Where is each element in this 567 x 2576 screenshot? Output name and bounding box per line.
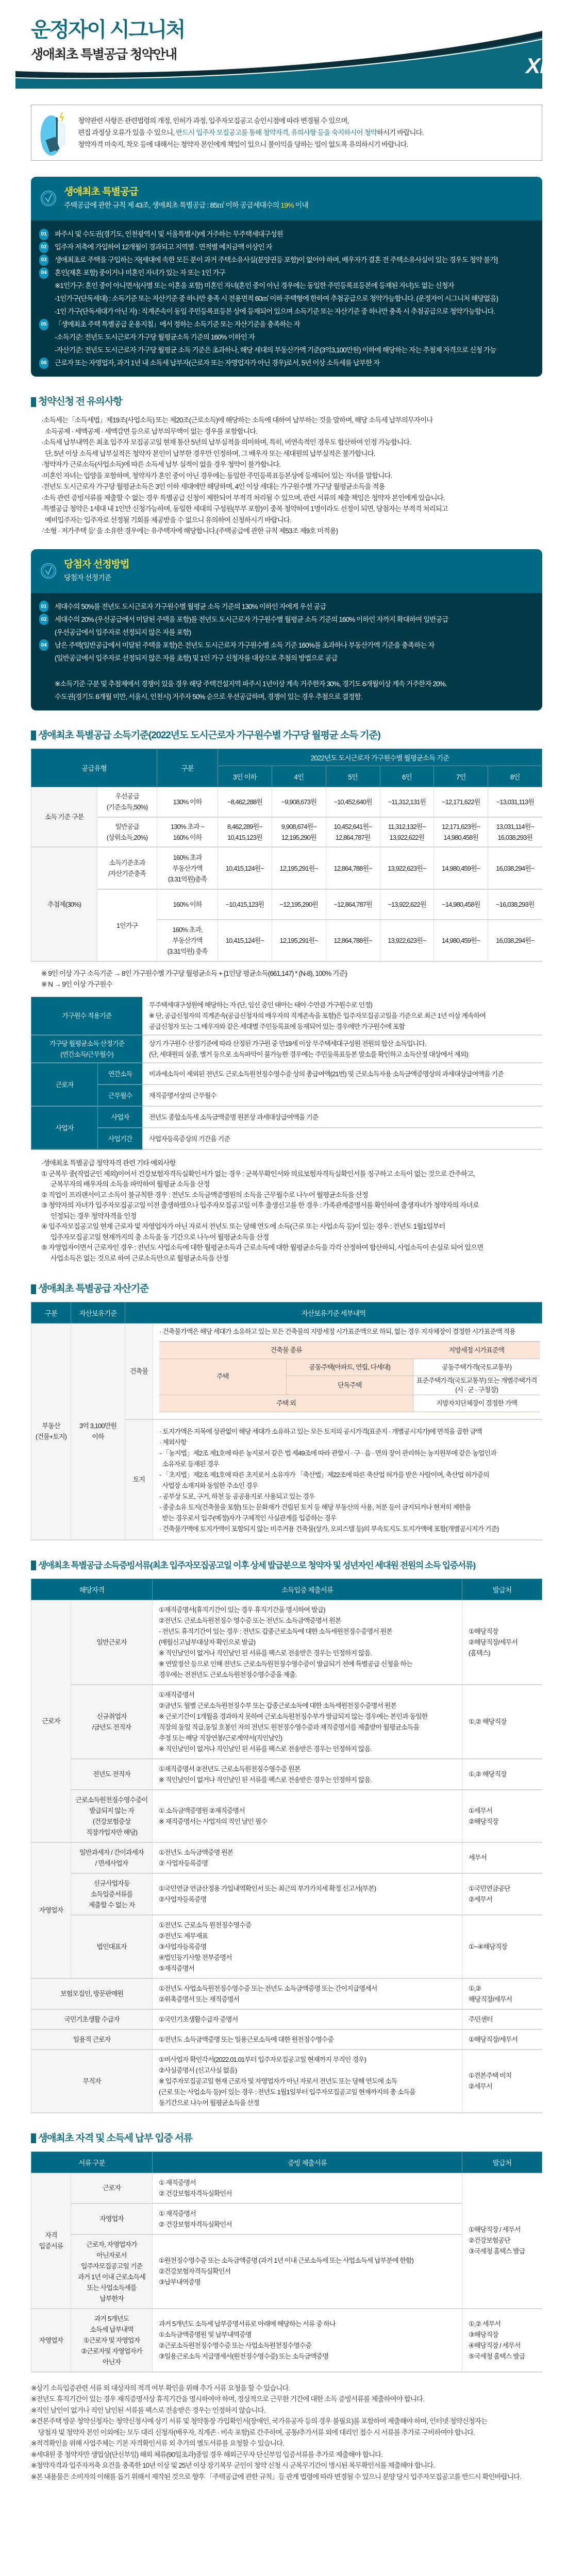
land-line: 소유자로 등재된 경우 bbox=[159, 1460, 219, 1468]
column-header: 해당자격 bbox=[31, 1579, 153, 1600]
issuer-cell: ①,② 해당직장 bbox=[462, 1759, 542, 1790]
income-value: ~9,908,673원 bbox=[272, 787, 326, 817]
box-subtitle: 당첨자 선정기준 bbox=[64, 573, 111, 582]
inner-cell: 주택 bbox=[159, 1359, 286, 1395]
tax-documents-table bbox=[31, 2151, 542, 2372]
section-heading bbox=[31, 1282, 567, 1296]
income-value: ~13,031,113원 bbox=[488, 787, 542, 817]
income-value: ~12,171,622원 bbox=[434, 787, 488, 817]
row-label: 보험모집인, 방문판매원 bbox=[31, 1978, 153, 2009]
column-header: 구분 bbox=[31, 1302, 71, 1324]
income-value: 12,195,291원~ bbox=[272, 920, 326, 961]
list-item bbox=[39, 600, 532, 613]
issuer-cell: ①견본주택 비치 ②세무서 bbox=[462, 2049, 542, 2113]
section-title: 생애최초 특별공급 자산기준 bbox=[38, 1283, 149, 1294]
income-value: ~12,864,787원 bbox=[326, 889, 380, 920]
income-value: 9,908,674원~ 12,195,290원 bbox=[272, 817, 326, 847]
page-subtitle: 생애최초 특별공급 청약안내 bbox=[31, 47, 177, 62]
exceptions-list bbox=[41, 1158, 542, 1264]
item-text: 남은 주택(일반공급에서 미달된 주택을 포함)은 전년도 도시근로자 가구원수별 소득 기준 160%를 초과하나 부동산가액 기준을 충족하는 자 bbox=[55, 641, 435, 649]
selection-list bbox=[31, 593, 542, 710]
documents-cell: ①재직증명서(휴직기간이 있는 경우 휴직기간을 명시하여 발급) ②전년도 근로소득원천징수 영수증 또는 전년도 소득금액증명서 원본 - 전년도 휴직기간이 있는 경우 : 전년도 갑종근로소득에 대한 소득세원천징수증명서 원본 (매월신고납부대상자 확인으로 발급) ※ 직인날인이 없거나 직인날인 된 서류를 팩스로 전송받은 경우는 인정하지 않음. ※ 연말정산 등으로 인해 전년도 근로소득원천징수영수증이 발급되기 전에 특별공급 신청을 하는 경우에는 전전년도 근로소득원천징수영수증을 제출. bbox=[153, 1600, 462, 1685]
text-line: 예비입주자는 입주자로 선정될 기회를 제공받을 수 없으니 유의하여 신청하시기 바랍니다. bbox=[45, 516, 291, 524]
notice-text: 하시기 바랍니다. bbox=[376, 129, 424, 137]
table-row bbox=[31, 1759, 542, 1790]
column-header: 5인 bbox=[326, 766, 380, 787]
text-line: 단, 5년 이상 소득세 납부실적은 청약자 본인이 납부한 경우만 인정하며, 그 배우자 또는 세대원의 납부실적은 불가합니다. bbox=[45, 449, 375, 457]
land-detail bbox=[153, 1419, 542, 1540]
item-subtext: -1인 가구(단독세대가 아닌 자) : 직계존속이 동일 주민등록표등본 상에 등재되어 있으며 소득기준 또는 자산기준 중 하나만 충족 시 추첨공급으로 청약가능합니다. bbox=[55, 308, 495, 315]
box-subtitle-text: 이내 bbox=[293, 201, 308, 209]
issuer-cell: ①,② 해당직장 bbox=[462, 1685, 542, 1759]
item-text: 세대수의 20% (우선공급에서 미달된 주택을 포함)를 전년도 도시근로자 가구원수별 월평균 소득 기준의 160% 이하인 자까지 확대하여 일반공급 bbox=[55, 615, 448, 623]
income-value: 10,452,641원~ 12,864,787원 bbox=[326, 817, 380, 847]
row-label: 일반근로자 bbox=[71, 1600, 153, 1685]
table-row bbox=[31, 847, 542, 889]
box-note: 수도권(경기도 6개월 미만, 서울시, 인천시) 거주자 50% 순으로 우선공급하며, 경쟁이 있는 경우 추첨으로 결정함. bbox=[55, 692, 362, 701]
text-line: ① 군복무 중(직업군인 제외)이어서 건강보험자격득실확인서가 없는 경우 : 군복무확인서와 의료보험자격득실확인서를 징구하고 소득이 없는 것으로 간주하고, bbox=[41, 1170, 475, 1178]
item-number: 06 bbox=[39, 358, 48, 369]
income-value: ~11,312,131원 bbox=[380, 787, 434, 817]
header-banner bbox=[0, 0, 567, 89]
documents-cell: ① 소득금액증명원 ②재직증명서 ※ 재직증명서는 사업자의 직인 날인 필수 bbox=[153, 1790, 462, 1842]
table-row bbox=[31, 2173, 542, 2204]
issuer-cell: ①해당직장/세무서 bbox=[462, 2029, 542, 2049]
column-header: 구분 bbox=[157, 749, 218, 787]
income-value: ~12,195,290원 bbox=[272, 889, 326, 920]
first-time-supply-box bbox=[31, 177, 542, 377]
issuer-cell: 세무서 bbox=[462, 1842, 542, 1873]
box-header bbox=[31, 549, 542, 593]
row-text: 사업자등록증상의 기간을 기준 bbox=[143, 1128, 542, 1149]
issuer-cell: ①세무서 ②해당직장 bbox=[462, 1790, 542, 1842]
criterion-cell: 130% 초과 ~ 160% 이하 bbox=[157, 817, 218, 847]
table-row bbox=[31, 1600, 542, 1685]
item-number: 04 bbox=[39, 267, 48, 279]
income-value: 13,031,114원~ 16,038,293원 bbox=[488, 817, 542, 847]
row-group: 사업자 bbox=[31, 1106, 98, 1149]
column-header: 자산보유기준 bbox=[71, 1302, 125, 1324]
item-subtext: -자산기준: 전년도 도시근로자 가구당 월평균 소득 기준은 초과하나, 해당 세대의 부동산가액 기준(3억3,100만원) 이하에 해당하는 자는 추첨제 자격으로 신청 가능 bbox=[55, 346, 496, 354]
income-value: 8,462,289원~ 10,415,123원 bbox=[218, 817, 272, 847]
income-value: 11,312,132원~ 13,922,622원 bbox=[380, 817, 434, 847]
building-detail bbox=[153, 1324, 542, 1419]
table-row bbox=[31, 1790, 542, 1842]
row-group: 근로자 bbox=[31, 1600, 71, 1842]
issuer-cell: ①해당직장 / 세무서 ②건강보험공단 ③국세청 홈택스 발급 bbox=[462, 2173, 542, 2309]
row-label: 근로자, 자영업자가 아닌자로서 입주자모집공고일 기준 과거 1년 이내 근로소득세 또는 사업소득세를 납부한자 bbox=[71, 2234, 153, 2309]
inner-cell: 공동주택가격(국토교통부) bbox=[413, 1359, 540, 1376]
list-item bbox=[39, 639, 532, 652]
row-label: 자영업자 bbox=[71, 2204, 153, 2234]
box-subtitle bbox=[64, 199, 308, 211]
list-item bbox=[39, 266, 532, 279]
text-line: ④ 입주자모집공고일 현재 근로자 및 자영업자가 아닌 자로서 전년도 또는 당해 연도에 소득(근로 또는 사업소득 등)이 있는 경우 : 전년도 1월1일부터 bbox=[41, 1223, 445, 1230]
land-line: · 토지가액은 지목에 상관없이 해당 세대가 소유하고 있는 모든 토지의 공시가격(표준지 · 개별공시지가)에 면적을 곱한 금액 bbox=[159, 1427, 482, 1435]
asset-criteria-table bbox=[31, 1302, 542, 1540]
income-documents-table bbox=[31, 1579, 542, 2113]
item-text: 혼인(재혼 포함) 중이거나 미혼인 자녀가 있는 자 또는 1인 가구 bbox=[55, 269, 225, 277]
land-line: 받는 경우로서 입주(예정)자가 구체적인 사실관계를 입증하는 경우 bbox=[159, 1514, 337, 1522]
item-text: 세대수의 50%를 전년도 도시근로자 가구원수별 월평균 소득 기준의 130% 이하인 자에게 우선 공급 bbox=[55, 602, 326, 611]
issuer-cell: ①,② 세무서 ③해당직장 ④해당직장 / 세무서 ⑤국세청 홈택스 발급 bbox=[462, 2309, 542, 2372]
row-text: 상기 가구원수 산정기준에 따라 산정된 가구원 중 만19세 이상 무주택세대구성원 전원의 합산 소득입니다. (단, 세대원의 실종, 별거 등으로 소득파악이 불가능한 경우에는 주민등록표등본 말소를 확인하고 소득산정 대상에서 제외) bbox=[143, 1035, 542, 1063]
row-label: 국민기초생활 수급자 bbox=[31, 2009, 153, 2029]
row-label: 신규사업자등 소득입증서류를 제출할 수 없는 자 bbox=[71, 1873, 153, 1915]
documents-cell: ①재직증명서 ②전년도 근로소득원천징수영수증 원본 ※ 직인날인이 없거나 직인날인 된 서류를 팩스로 전송받은 경우는 인정하지 않음. bbox=[153, 1759, 462, 1790]
notice-line: 청약관련 사항은 관련법령의 개정, 인허가 과정, 입주자모집공고 승인시점에 따라 변경될 수 있으며, bbox=[78, 117, 349, 125]
box-header bbox=[31, 177, 542, 221]
row-text: 무주택세대구성원에 해당하는 자 (단, 임신 중인 태아는 태아 수만큼 가구원수로 인정) ※ 단, 공급신청자의 직계존속(공급신청자의 배우자의 직계존속을 포함)은 입주자모집공고일을 기준으로 최근 1년 이상 계속하여 공급신청자 또는 그 배우자와 같은 세대별 주민등록표에 등재되어 있는 경우에만 가구원수에 포함 bbox=[143, 997, 542, 1035]
list-item bbox=[39, 318, 532, 331]
land-line: - 공부상 도로, 구거, 하천 등 공공용지로 사용되고 있는 경우 bbox=[159, 1492, 315, 1500]
notice-box bbox=[31, 105, 542, 161]
section-heading bbox=[31, 395, 567, 409]
row-group: 자영업자 bbox=[31, 1842, 71, 1978]
table-row bbox=[31, 1324, 542, 1419]
column-header: 서류 구분 bbox=[31, 2151, 153, 2173]
text-line: ·'소형 · 저가주택 등' 을 소유한 경우에는 유주택자에 해당합니다.(주택공급에 관한 규칙 제53조 제9호 미적용) bbox=[41, 527, 338, 535]
documents-cell: ① 재직증명서 ② 건강보험자격득실확인서 bbox=[153, 2173, 462, 2204]
income-value: ~10,452,640원 bbox=[326, 787, 380, 817]
text-line: ·전년도 도시근로자 가구당 월평균소득은 3인 이하 세대에만 해당하며, 4인 이상 세대는 가구원수별 가구당 월평균소득을 적용 bbox=[41, 483, 385, 490]
item-subtext: -1인가구(단독세대) : 소득기준 또는 자산기준 중 하나만 충족 시 전용면적 60㎡ 이하 주택형에 한하여 추첨공급으로 청약가능합니다. (운정자이 시그니처 해당없음) bbox=[55, 295, 498, 302]
column-header: 소득입증 제출서류 bbox=[153, 1579, 462, 1600]
section-heading bbox=[31, 2132, 567, 2145]
item-text: 생애최초로 주택을 구입하는 자[세대에 속한 모든 분이 과거 주택소유사실(분양권등 포함)이 없어야 하며, 배우자가 결혼 전 주택소유사실이 있는 경우도 청약 불가] bbox=[55, 256, 498, 264]
income-value: 12,171,623원~ 14,980,458원 bbox=[434, 817, 488, 847]
text-line: ·생애최초 특별공급 청약자격 관련 기타 예외사항 bbox=[41, 1159, 176, 1167]
row-subgroup: 소득기준초과 /자산기준충족 bbox=[97, 847, 157, 889]
documents-cell: ①전년도 소득금액증명 원본 ② 사업자등록증명 bbox=[153, 1842, 462, 1873]
row-label: 신규취업자 /금년도 전직자 bbox=[71, 1685, 153, 1759]
documents-cell: ①원천징수영수증 또는 소득금액증명 (과거 1년 이내 근로소득세 또는 사업소득세 납부분에 한함) ②건강보험자격득실확인서 ③납부내역증명 bbox=[153, 2234, 462, 2309]
table-row bbox=[31, 1128, 543, 1149]
section-title: 생애최초 특별공급 소득증빙서류(최초 입주자모집공고일 이후 상세 발급분으로 청약자 및 성년자인 세대원 전원의 소득 입증서류) bbox=[38, 1560, 475, 1570]
income-value: 12,864,788원~ bbox=[326, 847, 380, 889]
income-value: 12,864,788원~ bbox=[326, 920, 380, 961]
documents-cell: ①재직증명서 ②금년도 월별 근로소득원천징수부 또는 갑종근로소득에 대한 소득세원천징수증명서 원본 ※ 근로기간이 1개월을 경과하지 못하여 근로소득원천징수부가 발급되지 않는 경우에는 본인과 동일한 직장의 동일 직급,동일 호봉인 자의 전년도 원천징수영수증과 재직증명서를 제출받아 월평균소득을 추정 또는 해당 직장연봉/근로계약서(직인날인) ※ 직인날인이 없거나 직인날인 된 서류를 팩스로 전송받은 경우는 인정하지 않음. bbox=[153, 1685, 462, 1759]
documents-cell: ①국민기초생활수급자 증명서 bbox=[153, 2009, 462, 2029]
table-row bbox=[31, 2029, 542, 2049]
documents-cell: ①비사업자 확인각서(2022.01.01부터 입주자모집공고일 현재까지 무직인 경우) ②사실증명서 (신고사실 없음) ※ 입주자모집공고일 현재 근로자 및 자영업자가 아닌 자로서 전년도 또는 당해 연도에 소득 (근로 또는 사업소득 등)이 있는 경우 : 전년도 1월1일부터 입주자모집공고일 현재까지의 총 소득을 동기간으로 나누어 월평균소득을 산정 bbox=[153, 2049, 462, 2113]
table-row bbox=[31, 889, 542, 920]
building-note: · 건축물가액은 해당 세대가 소유하고 있는 모든 건축물의 지방세정 시가표준액으로 하되, 없는 경우 지자체장이 결정한 시가표준액 적용 bbox=[159, 1328, 515, 1335]
issuer-cell: ①,② 해당직장/세무서 bbox=[462, 1978, 542, 2009]
list-item bbox=[39, 241, 532, 253]
table-row bbox=[31, 787, 542, 817]
text-line: ·특별공급 청약은 1세대 내 1인만 신청가능하며, 동일한 세대의 구성원(부부 포함)이 중복 청약하여 1명이라도 선정이 되면, 당첨자는 부적격 처리되고 bbox=[41, 505, 448, 513]
megaphone-icon bbox=[40, 110, 71, 156]
income-value: 14,980,459원~ bbox=[434, 847, 488, 889]
item-number: 01 bbox=[39, 601, 48, 612]
inner-cell: 공동주택(아파트, 연립, 다세대) bbox=[286, 1359, 413, 1376]
notice-text: 편집 과정상 오류가 있을 수 있으니, bbox=[78, 129, 176, 137]
text-line: 소득공제 · 세액공제 · 세액감면 등으로 납부의무액이 없는 경우를 포함합니다. bbox=[45, 427, 258, 435]
section-heading bbox=[31, 1559, 567, 1572]
row-subgroup: 우선공급 (기준소득,50%) bbox=[97, 787, 157, 817]
text-line: 인정되는 경우 청약자격을 인정 bbox=[51, 1212, 137, 1220]
column-header: 자산보유기준 세부내역 bbox=[125, 1302, 542, 1324]
precautions-list bbox=[31, 415, 542, 537]
row-group: 자격 입증서류 bbox=[31, 2173, 71, 2309]
table-row bbox=[31, 2309, 542, 2372]
table-row bbox=[31, 1063, 543, 1084]
table-row bbox=[31, 1106, 543, 1128]
land-line: - 「농지법」제2조 제1호에 따른 농지로서 같은 법 제49조에 따라 관할시 · 구 · 읍 · 면의 장이 관리하는 농지원부에 같은 농업인과 bbox=[159, 1449, 496, 1457]
row-label: 근로소득원천징수영수증이 발급되지 않는 자 (건강보험증상 직장가입자만 해당) bbox=[71, 1790, 153, 1842]
row-text: 전년도 종합소득세 소득금액증명 원본상 과세대상급여액을 기준 bbox=[143, 1106, 542, 1128]
issuer-cell: ①해당직장 ②해당직장/세무서 (홈텍스) bbox=[462, 1600, 542, 1685]
list-item bbox=[39, 613, 532, 626]
list-item bbox=[39, 228, 532, 241]
box-title: 생애최초 특별공급 bbox=[64, 187, 139, 197]
income-value: ~8,462,288원 bbox=[218, 787, 272, 817]
text-line: ③ 청약자의 자녀가 입주자모집공고일 이전 출생하였으나 입주자모집공고일 이후 출생신고를 한 경우 : 가족관계증명서를 확인하여 출생자녀가 청약자의 자녀로 bbox=[41, 1201, 479, 1209]
land-line: - 종중소유 토지(건축물을 포함) 또는 문화재가 건립된 토지 등 해당 부동산의 사용, 처분 등이 금지되거나 현저히 제한을 bbox=[159, 1503, 471, 1511]
inner-cell: 단독주택 bbox=[286, 1376, 413, 1395]
text-line: ※상기 소득입증관련 서류 외 대상자의 적격 여부 확인을 위해 추가 서류 요청을 할 수 있습니다. bbox=[31, 2384, 290, 2392]
table-row bbox=[31, 1915, 542, 1978]
text-line: ※세대원 중 청약자만 생업상(단신부임) 해외 체류(90일초과)중일 경우 해외근무자 단신부임 입증서류를 추가로 제출해야 합니다. bbox=[31, 2450, 383, 2459]
item-text: 근로자 또는 자영업자, 과거 1년 내 소득세 납부자(근로자 또는 자영업자가 아닌 경우)로서, 5년 이상 소득세를 납부한 자 bbox=[55, 359, 380, 367]
table-row bbox=[31, 1084, 543, 1106]
notice-highlight: 반드시 입주자 모집공고를 통해 청약자격, 유의사항 등을 숙지하시어 청약 bbox=[175, 129, 377, 137]
table-row bbox=[31, 1685, 542, 1759]
income-value: 16,038,294원~ bbox=[488, 920, 542, 961]
table-row bbox=[31, 1873, 542, 1915]
household-criteria-table bbox=[31, 997, 542, 1150]
inner-header: 건축물 종류 bbox=[159, 1342, 413, 1359]
row-label: 사업자 bbox=[98, 1106, 143, 1128]
box-note: ※소득기준 구분 및 추첨제에서 경쟁이 있을 경우 해당 주택건설지역 파주시 1년이상 계속 거주한자 30%, 경기도 6개월이상 계속 거주한자 20%. bbox=[55, 680, 447, 688]
inner-header: 지방세정 시가표준액 bbox=[413, 1342, 540, 1359]
documents-cell: ①전년도 근로소득 원천징수영수증 ②전년도 제무재표 ③사업자등록증명 ④법인등기사항 전부증명서 ⑤재직증명서 bbox=[153, 1915, 462, 1978]
text-line: ※견본주택 방문 청약신청자는 청약신청시에 상기 서류 및 청약통장 가입확인서(장애인, 국가유공자 등의 경우 불필요)를 포함하여 제출해야 하며, 인터넷 청약신청자는 bbox=[31, 2417, 488, 2425]
documents-cell: ①전년도 사업소득원천징수영수증 또는 전년도 소득금액증명 또는 간이지급명세서 ②위촉증명서 또는 재직증명서 bbox=[153, 1978, 462, 2009]
income-value: 10,415,124원~ bbox=[218, 847, 272, 889]
row-subgroup: 1인가구 bbox=[97, 889, 157, 961]
criterion-cell: 160% 이하 bbox=[157, 889, 218, 920]
row-group: 추첨제(30%) bbox=[31, 847, 97, 961]
text-line: ·소득세는「소득세법」제19조(사업소득) 또는 제20조(근로소득)에 해당하는 소득에 대하여 납부하는 것을 말하며, 해당 소득세 납부의무자이나 bbox=[41, 416, 433, 424]
column-header: 2022년도 도시근로자 가구원수별 월평균소득 기준 bbox=[218, 749, 542, 766]
section-title: 생애최초 자격 및 소득세 납부 입증 서류 bbox=[38, 2132, 192, 2144]
item-subtext: (우선공급에서 입주자로 선정되지 않은 자를 포함) bbox=[55, 628, 191, 636]
item-number: 01 bbox=[39, 229, 48, 240]
table-row bbox=[31, 1035, 543, 1063]
text-line: ※직인 날인이 없거나 직인 날인된 서류를 팩스로 전송받은 경우는 인정하지 않습니다. bbox=[31, 2406, 265, 2414]
section-title: 청약신청 전 유의사항 bbox=[38, 396, 122, 407]
row-group: 근로자 bbox=[31, 1063, 98, 1106]
income-notes bbox=[41, 968, 542, 990]
row-label: 전년도 전직자 bbox=[71, 1759, 153, 1790]
table-row bbox=[31, 2009, 542, 2029]
land-line: · 제외사항 bbox=[159, 1438, 187, 1446]
section-heading bbox=[31, 729, 567, 742]
supply-percentage: 19% bbox=[280, 201, 294, 209]
income-value: 13,922,623원~ bbox=[380, 920, 434, 961]
income-value: 12,195,291원~ bbox=[272, 847, 326, 889]
xi-logo: Xi bbox=[526, 54, 545, 78]
item-subtext: -소득기준: 전년도 도시근로자 가구당 월평균소득 기준의 160% 이하인 자 bbox=[55, 333, 255, 341]
text-line: ② 직업이 프리랜서이고 소득이 불규칙한 경우 : 전년도 소득금액증명원의 소득을 근무월수로 나누어 월평균소득을 산정 bbox=[41, 1191, 368, 1199]
asset-type: 부동산 (건물+토지) bbox=[31, 1324, 71, 1540]
land-line: - 「초지법」제2조 제1호에 따른 초지로서 소유자가 「축산법」제22조에 따른 축산업 허가를 받은 사람이며, 축산업 허가증의 bbox=[159, 1470, 489, 1479]
row-text: 비과세소득이 제외된 전년도 근로소득원천징수영수증 상의 총급여액(21번) 및 근로소득자용 소득금액증명상의 과세대상급여액을 기준 bbox=[143, 1063, 542, 1084]
item-number: 03 bbox=[39, 255, 48, 266]
item-number: 02 bbox=[39, 614, 48, 625]
table-row bbox=[31, 1978, 542, 2009]
text-line: ·소득세 납부내역은 최초 입주자 모집공고일 현재 통산 5년의 납부실적을 의미하며, 특히, 비연속적인 경우도 합산하여 인정 가능합니다. bbox=[41, 438, 411, 446]
text-line: ※적격확인을 위해 사업주체는 기본 자격확인서류 외 추가의 별도서류를 요청할 수 있습니다. bbox=[31, 2439, 284, 2447]
row-label: 법인대표자 bbox=[71, 1915, 153, 1978]
column-header: 4인 bbox=[272, 766, 326, 787]
documents-cell: ①국민연금 연금산정용 가입내역확인서 또는 최근의 부가가치세 확정 신고서(부본) ②사업자등록증명 bbox=[153, 1873, 462, 1915]
issuer-cell: ①국민연금공단 ②세무서 bbox=[462, 1873, 542, 1915]
income-criteria-table bbox=[31, 749, 542, 962]
note-line: ※ 9인 이상 가구 소득기준 → 8인 가구원수별 가구당 월평균소득 + {1인당 평균소득(661,147) * (N-8), 100% 기준} bbox=[41, 970, 347, 977]
item-subtext: ※1인가구: 혼인 중이 아니면서(사별 또는 이혼을 포함) 미혼인 자녀(혼인 중이 아닌 경우에는 동일한 주민등록표등본에 등재된 자녀)도 없는 신청자 bbox=[55, 282, 454, 290]
column-header: 공급유형 bbox=[31, 749, 157, 787]
row-label: 사업기간 bbox=[98, 1128, 143, 1149]
column-header: 7인 bbox=[434, 766, 488, 787]
item-number: 02 bbox=[39, 242, 48, 253]
land-line: · 건축물가액에 토지가액이 포함되지 않는 비주거용 건축물(상가, 오피스텔 등)의 부속토지도 토지가액에 포함(개별공시지가 기준) bbox=[159, 1524, 499, 1533]
documents-cell: ① 재직증명서 ② 건강보험자격득실확인서 bbox=[153, 2204, 462, 2234]
documents-cell: ①전년도 소득금액증명 또는 일용근로소득에 대한 원천징수영수증 bbox=[153, 2029, 462, 2049]
row-label: 연간소득 bbox=[98, 1063, 143, 1084]
item-text: 입주자 저축에 가입하여 12개월이 경과되고 지역별 · 면적별 예치금액 이상인 자 bbox=[55, 243, 272, 251]
row-label: 일용직 근로자 bbox=[31, 2029, 153, 2049]
column-header: 증빙 제출서류 bbox=[153, 2151, 462, 2173]
text-line: ·청약자가 근로소득(사업소득)에 따른 소득세 납부 실적이 없을 경우 청약이 불가합니다. bbox=[41, 461, 281, 468]
text-line: ⑤ 자영업자이면서 근로자인 경우 : 전년도 사업소득에 대한 월평균소득과 근로소득에 대한 월평균소득을 각각 산정하여 합산하되, 사업소득이 손실로 되어 있으면 bbox=[41, 1244, 483, 1251]
table-row bbox=[31, 997, 543, 1035]
income-value: 14,980,459원~ bbox=[434, 920, 488, 961]
income-value: ~13,922,622원 bbox=[380, 889, 434, 920]
column-header: 8인 bbox=[488, 766, 542, 787]
row-label: 근무월수 bbox=[98, 1084, 143, 1106]
inner-cell: 표준주택가격(국토교통부) 또는 개별주택가격(시 · 군 · 구청장) bbox=[413, 1376, 540, 1395]
column-header: 3인 이하 bbox=[218, 766, 272, 787]
land-line: 사업장 소재지와 동일한 주소인 경우 bbox=[159, 1481, 258, 1489]
check-circle-icon bbox=[39, 557, 58, 584]
notice-line: 청약자격 미숙지, 착오 등에 대해서는 청약자 본인에게 책임이 있으니 불이익을 당하는 일이 없도록 유의하시기 바랍니다. bbox=[78, 141, 408, 148]
item-number: 05 bbox=[39, 319, 48, 330]
row-group: 소득 기준 구분 bbox=[31, 787, 97, 847]
list-item bbox=[39, 253, 532, 266]
text-line: 사업소득은 없는 것으로 하여 근로소득만으로 월평균소득을 산정 bbox=[51, 1254, 228, 1262]
income-value: 10,415,124원~ bbox=[218, 920, 272, 961]
item-text: 「생애최초 주택 특별공급 운용지침」에서 정하는 소득기준 또는 자산기준을 충족하는 자 bbox=[55, 320, 300, 328]
text-line: 당첨자 및 청약자 본인 이외에는 모두 대리 신청자(배우자, 직계존 · 비속 포함)로 간주하며, 공통/추가서류 외에 대리인 접수 시 서류를 추가로 구비하여야 합니다. bbox=[38, 2428, 475, 2436]
criterion-cell: 160% 초과, 부동산가액 (3.31억원) 충족 bbox=[157, 920, 218, 961]
asset-subtype: 건축물 bbox=[125, 1324, 153, 1419]
issuer-cell: ①~④해당직장 bbox=[462, 1915, 542, 1978]
asset-limit: 3억 3,100만원 이하 bbox=[71, 1324, 125, 1540]
row-group: 자영업자 bbox=[31, 2309, 71, 2372]
row-subgroup: 일반공급 (상위소득,20%) bbox=[97, 817, 157, 847]
winner-selection-box bbox=[31, 549, 542, 710]
box-subtitle-text: 주택공급에 관한 규칙 제 43조, 생애최초 특별공급 : 85㎡ 이하 공급세대수의 bbox=[64, 201, 281, 209]
row-text: 재직증명서상의 근무월수 bbox=[143, 1084, 542, 1106]
text-line: 입주자모집공고일 현재까지의 총 소득을 동 기간으로 나누어 월평균소득을 산정 bbox=[51, 1233, 269, 1241]
item-subtext: (일반공급에서 입주자로 선정되지 않은 자를 초함) 및 1인 가구 신청자를 대상으로 추첨의 방법으로 공급 bbox=[55, 654, 338, 662]
building-price-table bbox=[159, 1341, 540, 1412]
check-circle-icon bbox=[39, 185, 58, 212]
criterion-cell: 160% 초과 부동산가액 (3.31억원)충족 bbox=[157, 847, 218, 889]
column-header: 발급처 bbox=[462, 2151, 542, 2173]
note-line: ※ N → 9인 이상 가구원수 bbox=[41, 980, 112, 988]
text-line: ·미혼인 자녀는 입양을 포함하며, 청약자가 혼인 중이 아닌 경우에는 동일한 주민등록표등본상에 등재되어 있는 자녀를 말합니다. bbox=[41, 471, 392, 480]
inner-cell: 지방자치단체장이 결정한 가액 bbox=[413, 1395, 540, 1412]
item-number: 04 bbox=[39, 639, 48, 651]
documents-cell: 과거 5개년도 소득세 납부증명서류로 아래에 해당하는 서류 중 하나 ①소득금액증명원 및 납부내역증명 ②근로소득원천징수영수증 또는 사업소득원천징수영수증 ③일용근로소득 지급명세서(원천징수영수증) 또는 소득금액증명 bbox=[153, 2309, 462, 2372]
row-label: 무직자 bbox=[31, 2049, 153, 2113]
asset-subtype: 토지 bbox=[125, 1419, 153, 1540]
notice-line bbox=[78, 127, 424, 139]
income-value: 16,038,294원~ bbox=[488, 847, 542, 889]
column-header: 6인 bbox=[380, 766, 434, 787]
row-label: 가구원수 적용기준 bbox=[31, 997, 143, 1035]
issuer-cell: 주민센터 bbox=[462, 2009, 542, 2029]
row-label: 일반과세자 / 간이과세자 / 면세사업자 bbox=[71, 1842, 153, 1873]
box-title: 당첨자 선정방법 bbox=[64, 558, 129, 570]
list-item bbox=[39, 357, 532, 369]
item-text: 파주시 및 수도권(경기도, 인천광역시 및 서울특별시)에 거주하는 무주택세대구성원 bbox=[55, 230, 283, 238]
inner-cell: 주택 외 bbox=[159, 1395, 413, 1412]
criterion-cell: 130% 이하 bbox=[157, 787, 218, 817]
table-row bbox=[31, 2049, 542, 2113]
footnotes bbox=[31, 2383, 542, 2483]
page-title: 운정자이 시그니처 bbox=[31, 19, 185, 41]
income-value: 13,922,623원~ bbox=[380, 847, 434, 889]
text-line: ※청약자격과 입주자저축 요건을 충족한 10년 이상 및 25년 이상 장기복무 군인이 청약 신청 시 군복무기간이 명시된 복무확인서를 제출해야 합니다. bbox=[31, 2462, 435, 2469]
row-label: 가구당 월평균소득 산정기준 (연간소득/근무월수) bbox=[31, 1035, 143, 1063]
text-line: ·소득 관련 증빙서류를 제출할 수 없는 경우 특별공급 신청이 제한되어 부적격 처리될 수 있으며, 관련 서류의 제출 책임은 청약자 본인에게 있습니다. bbox=[41, 494, 445, 502]
table-row bbox=[31, 817, 542, 847]
box-notes bbox=[39, 677, 532, 703]
income-value: ~14,980,458원 bbox=[434, 889, 488, 920]
income-value: ~10,415,123원 bbox=[218, 889, 272, 920]
column-header: 발급처 bbox=[462, 1579, 542, 1600]
text-line: ※전년도 휴직기간이 있는 경우 재직증명서상 휴직기간을 명시하여야 하며, 정상적으로 근무한 기간에 대한 소득 증빙서류를 제출하여야 합니다. bbox=[31, 2395, 425, 2403]
income-value: ~16,038,293원 bbox=[488, 889, 542, 920]
section-title: 생애최초 특별공급 소득기준(2022년도 도시근로자 가구원수별 가구당 월평균 소득 기준) bbox=[38, 730, 380, 741]
row-label: 근로자 bbox=[71, 2173, 153, 2204]
table-row bbox=[31, 1842, 542, 1873]
text-line: 군복무자의 배우자의 소득을 파악하여 월평균 소득을 산정 bbox=[51, 1180, 210, 1188]
row-label: 과거 5개년도 소득세 납부내역 ①근로자 및 자영업자 ②근로자및 자영업자가 아닌자 bbox=[71, 2309, 153, 2372]
eligibility-list bbox=[31, 221, 542, 377]
text-line: ※본 내용물은 소비자의 이해를 돕기 위해서 제작된 것으로 향후 「주택공급에 관한 규칙」등 관계 법령에 따라 변경될 수 있으니 분양 당시 입주자모집공고를 반드시 확인바랍니다. bbox=[31, 2472, 522, 2481]
